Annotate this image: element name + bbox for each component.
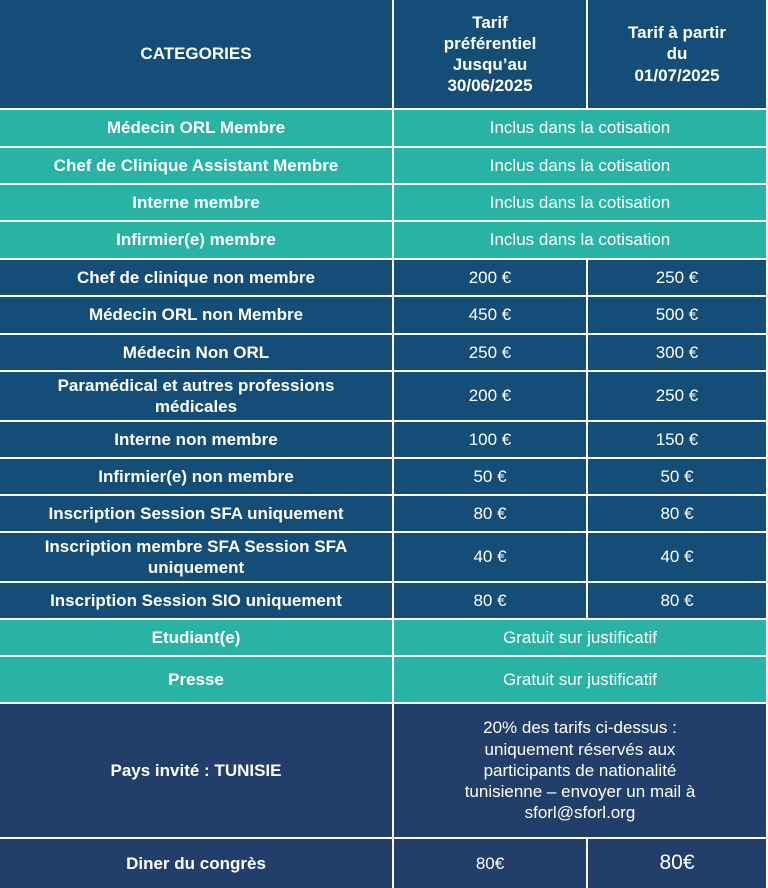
header-early-line: Tarif [472,12,508,32]
guest-note-line: uniquement réservés aux [484,739,676,759]
category-cell: Paramédical et autres professions médicales [0,372,394,422]
early-price-cell: 80 € [394,496,588,533]
header-early-line: 30/06/2025 [447,76,533,96]
header-late-line: 01/07/2025 [634,65,720,85]
header-categories [0,0,394,110]
late-price-cell: 80 € [588,496,768,533]
included-cell: Inclus dans la cotisation [394,110,768,148]
header-categories-label: CATEGORIES [140,44,252,64]
category-cell: Diner du congrès [0,839,394,888]
guest-note-line: tunisienne – envoyer un mail à [464,782,696,802]
late-price-cell: 250 € [588,372,768,422]
guest-email: sforl@sforl.org [524,803,636,823]
category-cell: Interne non membre [0,422,394,459]
early-price-cell: 200 € [394,260,588,297]
category-cell: Presse [0,657,394,704]
guest-note-line: participants de nationalité [483,760,677,780]
included-cell: Inclus dans la cotisation [394,185,768,222]
late-price-cell: 150 € [588,422,768,459]
included-cell: Inclus dans la cotisation [394,148,768,185]
early-price-cell: 50 € [394,459,588,496]
category-cell: Médecin ORL Membre [0,110,394,148]
category-cell: Inscription membre SFA Session SFA uniquement [0,533,394,583]
category-cell: Infirmier(e) membre [0,222,394,260]
header-late-rate [588,0,768,110]
category-cell: Infirmier(e) non membre [0,459,394,496]
category-cell: Interne membre [0,185,394,222]
late-price-cell: 40 € [588,533,768,583]
header-early-line: préférentiel [443,33,537,53]
category-cell: Inscription Session SFA uniquement [0,496,394,533]
header-late-line: Tarif à partir [628,23,726,43]
late-price-cell: 50 € [588,459,768,496]
late-price-cell: 80 € [588,583,768,620]
early-price-cell: 40 € [394,533,588,583]
early-price-cell: 100 € [394,422,588,459]
early-price-cell: 450 € [394,297,588,335]
late-price-cell: 80€ [588,839,768,888]
included-cell: Inclus dans la cotisation [394,222,768,260]
guest-note-line: 20% des tarifs ci-dessus : [483,718,677,738]
category-cell: Chef de clinique non membre [0,260,394,297]
header-late-line: du [666,44,688,64]
free-cell: Gratuit sur justificatif [394,657,768,704]
early-price-cell: 80 € [394,583,588,620]
late-price-cell: 250 € [588,260,768,297]
category-cell: Etudiant(e) [0,620,394,657]
late-price-cell: 500 € [588,297,768,335]
early-price-cell: 80€ [394,839,588,888]
guest-note-cell [394,704,768,839]
early-price-cell: 200 € [394,372,588,422]
category-cell: Pays invité : TUNISIE [0,704,394,839]
header-early-rate [394,0,588,110]
category-cell: Médecin Non ORL [0,335,394,372]
late-price-cell: 300 € [588,335,768,372]
category-cell: Chef de Clinique Assistant Membre [0,148,394,185]
free-cell: Gratuit sur justificatif [394,620,768,657]
category-cell: Inscription Session SIO uniquement [0,583,394,620]
category-cell: Médecin ORL non Membre [0,297,394,335]
early-price-cell: 250 € [394,335,588,372]
header-early-line: Jusqu’au [452,55,528,74]
